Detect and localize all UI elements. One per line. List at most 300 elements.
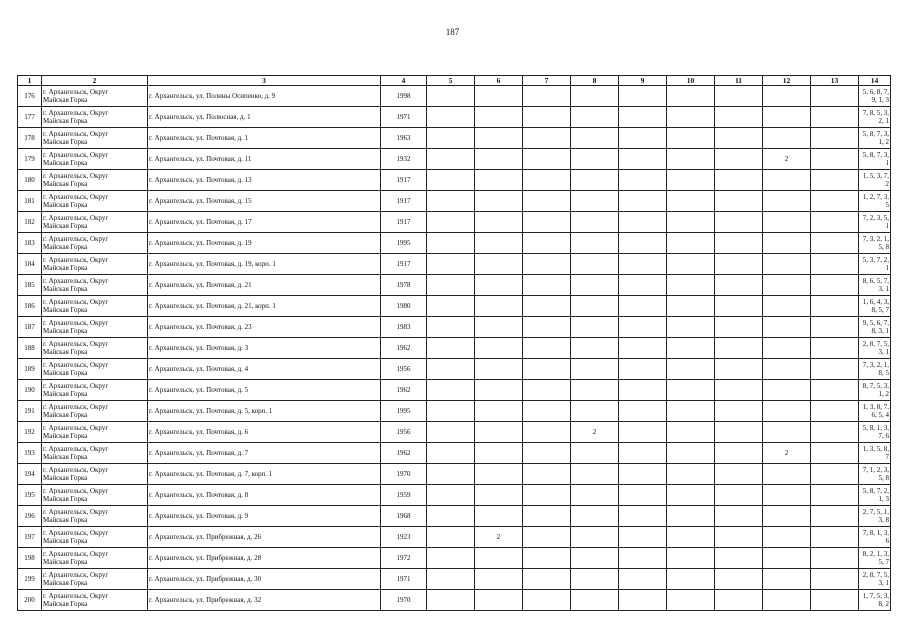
col-13-cell (811, 338, 859, 359)
col-13-cell (811, 296, 859, 317)
year-cell: 1970 (381, 590, 427, 611)
col-9-cell (619, 233, 667, 254)
col-6-cell (475, 170, 523, 191)
col-6-cell (475, 464, 523, 485)
location-city: г. Архангельск, Округ (43, 130, 109, 138)
col-5-cell (427, 569, 475, 590)
col-11-cell (715, 401, 763, 422)
location-district: Майская Горка (43, 369, 88, 377)
location-city: г. Архангельск, Округ (43, 151, 109, 159)
col-14-cell: 8, 6, 5, 7, 3, 1 (859, 275, 891, 296)
col-11-cell (715, 485, 763, 506)
location-cell (42, 170, 148, 191)
row-number: 188 (18, 338, 42, 359)
col-10-cell (667, 401, 715, 422)
column-header: 2 (42, 76, 148, 86)
location-cell (42, 254, 148, 275)
register-table (17, 75, 891, 611)
table-row (18, 212, 891, 233)
col-5-cell (427, 485, 475, 506)
col-8-cell (571, 464, 619, 485)
address-cell: г. Архангельск, ул. Почтовая, д. 5 (148, 380, 381, 401)
col-10-cell (667, 254, 715, 275)
col-5-cell (427, 401, 475, 422)
col-9-cell (619, 191, 667, 212)
col-7-cell (523, 548, 571, 569)
col-7-cell (523, 212, 571, 233)
table-row (18, 128, 891, 149)
col-14-cell: 5, 3, 7, 2, 1 (859, 254, 891, 275)
column-header: 6 (475, 76, 523, 86)
row-number: 195 (18, 485, 42, 506)
col-14-cell: 2, 7, 5, 1, 3, 8 (859, 506, 891, 527)
year-cell: 1983 (381, 317, 427, 338)
col-5-cell (427, 422, 475, 443)
col-8-cell (571, 506, 619, 527)
row-number: 182 (18, 212, 42, 233)
col-11-cell (715, 275, 763, 296)
table-row (18, 296, 891, 317)
location-city: г. Архангельск, Округ (43, 298, 109, 306)
col-9-cell (619, 275, 667, 296)
address-cell: г. Архангельск, ул. Почтовая, д. 8 (148, 485, 381, 506)
col-6-cell (475, 317, 523, 338)
location-district: Майская Горка (43, 117, 88, 125)
col-10-cell (667, 569, 715, 590)
address-cell: г. Архангельск, ул. Почтовая, д. 15 (148, 191, 381, 212)
col-6-cell: 2 (475, 527, 523, 548)
col-13-cell (811, 569, 859, 590)
col-5-cell (427, 338, 475, 359)
col-8-cell (571, 212, 619, 233)
col-6-cell (475, 296, 523, 317)
col-14-cell: 5, 6, 8, 7, 9, 1, 3 (859, 86, 891, 107)
col-6-cell (475, 590, 523, 611)
col-10-cell (667, 149, 715, 170)
col-9-cell (619, 485, 667, 506)
col-7-cell (523, 191, 571, 212)
row-number: 178 (18, 128, 42, 149)
location-district: Майская Горка (43, 285, 88, 293)
col-12-cell (763, 422, 811, 443)
col-12-cell (763, 296, 811, 317)
col-8-cell (571, 338, 619, 359)
location-district: Майская Горка (43, 201, 88, 209)
year-cell: 1978 (381, 275, 427, 296)
col-12-cell (763, 128, 811, 149)
location-city: г. Архангельск, Округ (43, 424, 109, 432)
address-cell: г. Архангельск, ул. Почтовая, д. 21 (148, 275, 381, 296)
row-number: 190 (18, 380, 42, 401)
col-9-cell (619, 590, 667, 611)
table-row (18, 464, 891, 485)
col-14-cell: 8, 7, 5, 3, 1, 2 (859, 380, 891, 401)
table-row (18, 170, 891, 191)
location-cell (42, 317, 148, 338)
location-district: Майская Горка (43, 348, 88, 356)
address-cell: г. Архангельск, ул. Прибрежная, д. 30 (148, 569, 381, 590)
col-7-cell (523, 128, 571, 149)
year-cell: 1972 (381, 548, 427, 569)
table-row (18, 485, 891, 506)
col-8-cell (571, 107, 619, 128)
col-7-cell (523, 359, 571, 380)
year-cell: 1917 (381, 254, 427, 275)
row-number: 176 (18, 86, 42, 107)
location-district: Майская Горка (43, 474, 88, 482)
col-9-cell (619, 359, 667, 380)
year-cell: 1923 (381, 527, 427, 548)
col-9-cell (619, 506, 667, 527)
col-11-cell (715, 170, 763, 191)
col-11-cell (715, 128, 763, 149)
location-city: г. Архангельск, Округ (43, 319, 109, 327)
col-10-cell (667, 422, 715, 443)
year-cell: 1932 (381, 149, 427, 170)
col-10-cell (667, 464, 715, 485)
col-9-cell (619, 443, 667, 464)
location-cell (42, 443, 148, 464)
col-11-cell (715, 86, 763, 107)
col-6-cell (475, 359, 523, 380)
address-cell: г. Архангельск, ул. Почтовая, д. 3 (148, 338, 381, 359)
col-5-cell (427, 254, 475, 275)
table-row (18, 422, 891, 443)
col-8-cell (571, 233, 619, 254)
col-5-cell (427, 86, 475, 107)
location-district: Майская Горка (43, 579, 88, 587)
col-6-cell (475, 506, 523, 527)
col-11-cell (715, 548, 763, 569)
col-9-cell (619, 401, 667, 422)
col-6-cell (475, 233, 523, 254)
table-row (18, 317, 891, 338)
location-city: г. Архангельск, Округ (43, 235, 109, 243)
col-5-cell (427, 170, 475, 191)
column-header: 8 (571, 76, 619, 86)
year-cell: 1980 (381, 296, 427, 317)
col-9-cell (619, 317, 667, 338)
location-city: г. Архангельск, Округ (43, 340, 109, 348)
col-6-cell (475, 191, 523, 212)
row-number: 179 (18, 149, 42, 170)
col-12-cell (763, 107, 811, 128)
col-11-cell (715, 233, 763, 254)
col-13-cell (811, 590, 859, 611)
location-district: Майская Горка (43, 558, 88, 566)
col-13-cell (811, 149, 859, 170)
location-district: Майская Горка (43, 390, 88, 398)
col-5-cell (427, 128, 475, 149)
col-14-cell: 9, 5, 6, 7, 8, 3, 1 (859, 317, 891, 338)
col-7-cell (523, 338, 571, 359)
location-city: г. Архангельск, Округ (43, 508, 109, 516)
col-9-cell (619, 569, 667, 590)
col-10-cell (667, 275, 715, 296)
col-7-cell (523, 233, 571, 254)
col-12-cell (763, 233, 811, 254)
col-12-cell (763, 569, 811, 590)
location-district: Майская Горка (43, 243, 88, 251)
col-14-cell: 7, 2, 3, 5, 1 (859, 212, 891, 233)
col-8-cell (571, 170, 619, 191)
row-number: 193 (18, 443, 42, 464)
address-cell: г. Архангельск, ул. Прибрежная, д. 26 (148, 527, 381, 548)
col-13-cell (811, 359, 859, 380)
location-cell (42, 464, 148, 485)
row-number: 187 (18, 317, 42, 338)
location-city: г. Архангельск, Округ (43, 382, 109, 390)
row-number: 180 (18, 170, 42, 191)
address-cell: г. Архангельск, ул. Почтовая, д. 13 (148, 170, 381, 191)
col-7-cell (523, 86, 571, 107)
col-14-cell: 1, 2, 7, 3, 5 (859, 191, 891, 212)
table-row (18, 233, 891, 254)
col-10-cell (667, 317, 715, 338)
col-7-cell (523, 317, 571, 338)
col-6-cell (475, 548, 523, 569)
col-14-cell: 2, 8, 7, 5, 3, 1 (859, 338, 891, 359)
year-cell: 1962 (381, 380, 427, 401)
col-13-cell (811, 107, 859, 128)
col-9-cell (619, 86, 667, 107)
location-city: г. Архангельск, Округ (43, 277, 109, 285)
location-city: г. Архангельск, Округ (43, 445, 109, 453)
location-cell (42, 107, 148, 128)
location-city: г. Архангельск, Округ (43, 256, 109, 264)
address-cell: г. Архангельск, ул. Почтовая, д. 7 (148, 443, 381, 464)
location-cell (42, 506, 148, 527)
col-12-cell (763, 254, 811, 275)
table-row (18, 548, 891, 569)
location-city: г. Архангельск, Округ (43, 571, 109, 579)
location-city: г. Архангельск, Округ (43, 592, 109, 600)
col-10-cell (667, 191, 715, 212)
col-13-cell (811, 275, 859, 296)
location-district: Майская Горка (43, 411, 88, 419)
col-12-cell (763, 485, 811, 506)
col-11-cell (715, 149, 763, 170)
row-number: 183 (18, 233, 42, 254)
col-9-cell (619, 464, 667, 485)
year-cell: 1962 (381, 443, 427, 464)
col-7-cell (523, 401, 571, 422)
col-5-cell (427, 212, 475, 233)
location-district: Майская Горка (43, 453, 88, 461)
row-number: 196 (18, 506, 42, 527)
table-row (18, 443, 891, 464)
col-8-cell (571, 86, 619, 107)
address-cell: г. Архангельск, ул. Почтовая, д. 4 (148, 359, 381, 380)
row-number: 192 (18, 422, 42, 443)
col-13-cell (811, 506, 859, 527)
location-city: г. Архангельск, Округ (43, 214, 109, 222)
col-5-cell (427, 317, 475, 338)
col-13-cell (811, 212, 859, 233)
col-6-cell (475, 422, 523, 443)
col-13-cell (811, 191, 859, 212)
col-5-cell (427, 548, 475, 569)
location-cell (42, 527, 148, 548)
col-7-cell (523, 527, 571, 548)
row-number: 189 (18, 359, 42, 380)
year-cell: 1995 (381, 401, 427, 422)
col-12-cell (763, 380, 811, 401)
col-11-cell (715, 254, 763, 275)
col-11-cell (715, 569, 763, 590)
col-5-cell (427, 296, 475, 317)
location-district: Майская Горка (43, 96, 88, 104)
col-14-cell: 7, 8, 1, 3, 6 (859, 527, 891, 548)
col-10-cell (667, 443, 715, 464)
col-9-cell (619, 149, 667, 170)
col-13-cell (811, 422, 859, 443)
location-district: Майская Горка (43, 432, 88, 440)
col-10-cell (667, 548, 715, 569)
col-11-cell (715, 527, 763, 548)
column-header: 12 (763, 76, 811, 86)
address-cell: г. Архангельск, ул. Почтовая, д. 11 (148, 149, 381, 170)
col-6-cell (475, 107, 523, 128)
address-cell: г. Архангельск, ул. Прибрежная, д. 28 (148, 548, 381, 569)
col-6-cell (475, 443, 523, 464)
address-cell: г. Архангельск, ул. Почтовая, д. 21, корп. 1 (148, 296, 381, 317)
location-district: Майская Горка (43, 138, 88, 146)
col-7-cell (523, 107, 571, 128)
col-7-cell (523, 590, 571, 611)
col-6-cell (475, 380, 523, 401)
row-number: 191 (18, 401, 42, 422)
col-14-cell: 5, 8, 1, 3, 7, 6 (859, 422, 891, 443)
col-10-cell (667, 590, 715, 611)
col-14-cell: 1, 3, 5, 8, 7 (859, 443, 891, 464)
row-number: 184 (18, 254, 42, 275)
year-cell: 1917 (381, 170, 427, 191)
col-6-cell (475, 485, 523, 506)
col-10-cell (667, 338, 715, 359)
col-11-cell (715, 317, 763, 338)
col-14-cell: 7, 3, 2, 1, 5, 8 (859, 233, 891, 254)
col-6-cell (475, 212, 523, 233)
col-12-cell (763, 590, 811, 611)
col-14-cell: 1, 3, 8, 7, 6, 5, 4 (859, 401, 891, 422)
col-12-cell (763, 212, 811, 233)
col-10-cell (667, 527, 715, 548)
col-10-cell (667, 233, 715, 254)
page-number: 187 (445, 27, 460, 37)
col-5-cell (427, 275, 475, 296)
col-8-cell (571, 254, 619, 275)
row-number: 181 (18, 191, 42, 212)
col-12-cell (763, 317, 811, 338)
column-header: 5 (427, 76, 475, 86)
col-7-cell (523, 464, 571, 485)
col-5-cell (427, 527, 475, 548)
location-cell (42, 548, 148, 569)
location-district: Майская Горка (43, 327, 88, 335)
col-9-cell (619, 170, 667, 191)
year-cell: 1998 (381, 86, 427, 107)
col-11-cell (715, 359, 763, 380)
col-11-cell (715, 506, 763, 527)
col-12-cell (763, 506, 811, 527)
col-8-cell (571, 149, 619, 170)
location-district: Майская Горка (43, 495, 88, 503)
col-9-cell (619, 548, 667, 569)
col-12-cell (763, 401, 811, 422)
col-6-cell (475, 86, 523, 107)
col-14-cell: 7, 8, 5, 3, 2, 1 (859, 107, 891, 128)
location-district: Майская Горка (43, 180, 88, 188)
col-13-cell (811, 128, 859, 149)
col-5-cell (427, 149, 475, 170)
col-10-cell (667, 107, 715, 128)
col-5-cell (427, 380, 475, 401)
col-5-cell (427, 107, 475, 128)
location-cell (42, 338, 148, 359)
col-9-cell (619, 380, 667, 401)
column-header: 4 (381, 76, 427, 86)
row-number: 197 (18, 527, 42, 548)
col-11-cell (715, 464, 763, 485)
col-8-cell (571, 296, 619, 317)
col-9-cell (619, 296, 667, 317)
col-7-cell (523, 296, 571, 317)
col-7-cell (523, 170, 571, 191)
col-5-cell (427, 464, 475, 485)
col-13-cell (811, 485, 859, 506)
col-5-cell (427, 233, 475, 254)
col-6-cell (475, 149, 523, 170)
col-7-cell (523, 149, 571, 170)
col-8-cell (571, 317, 619, 338)
location-cell (42, 569, 148, 590)
col-7-cell (523, 275, 571, 296)
location-city: г. Архангельск, Округ (43, 172, 109, 180)
col-7-cell (523, 380, 571, 401)
year-cell: 1995 (381, 233, 427, 254)
col-14-cell: 8, 2, 1, 3, 5, 7 (859, 548, 891, 569)
col-7-cell (523, 506, 571, 527)
location-cell (42, 86, 148, 107)
location-district: Майская Горка (43, 516, 88, 524)
col-9-cell (619, 107, 667, 128)
col-14-cell: 1, 7, 5, 3, 8, 2 (859, 590, 891, 611)
location-cell (42, 380, 148, 401)
table-row (18, 401, 891, 422)
col-10-cell (667, 506, 715, 527)
location-district: Майская Горка (43, 264, 88, 272)
column-header: 14 (859, 76, 891, 86)
col-12-cell (763, 275, 811, 296)
table-body (18, 86, 891, 611)
table-row (18, 569, 891, 590)
table-row (18, 506, 891, 527)
table-row (18, 359, 891, 380)
col-9-cell (619, 254, 667, 275)
location-district: Майская Горка (43, 159, 88, 167)
col-12-cell (763, 170, 811, 191)
address-cell: г. Архангельск, ул. Почтовая, д. 5, корп. 1 (148, 401, 381, 422)
table-row (18, 527, 891, 548)
address-cell: г. Архангельск, ул. Почтовая, д. 19, корп. 1 (148, 254, 381, 275)
table-row (18, 380, 891, 401)
col-13-cell (811, 527, 859, 548)
location-cell (42, 401, 148, 422)
col-7-cell (523, 569, 571, 590)
col-10-cell (667, 128, 715, 149)
col-8-cell (571, 485, 619, 506)
